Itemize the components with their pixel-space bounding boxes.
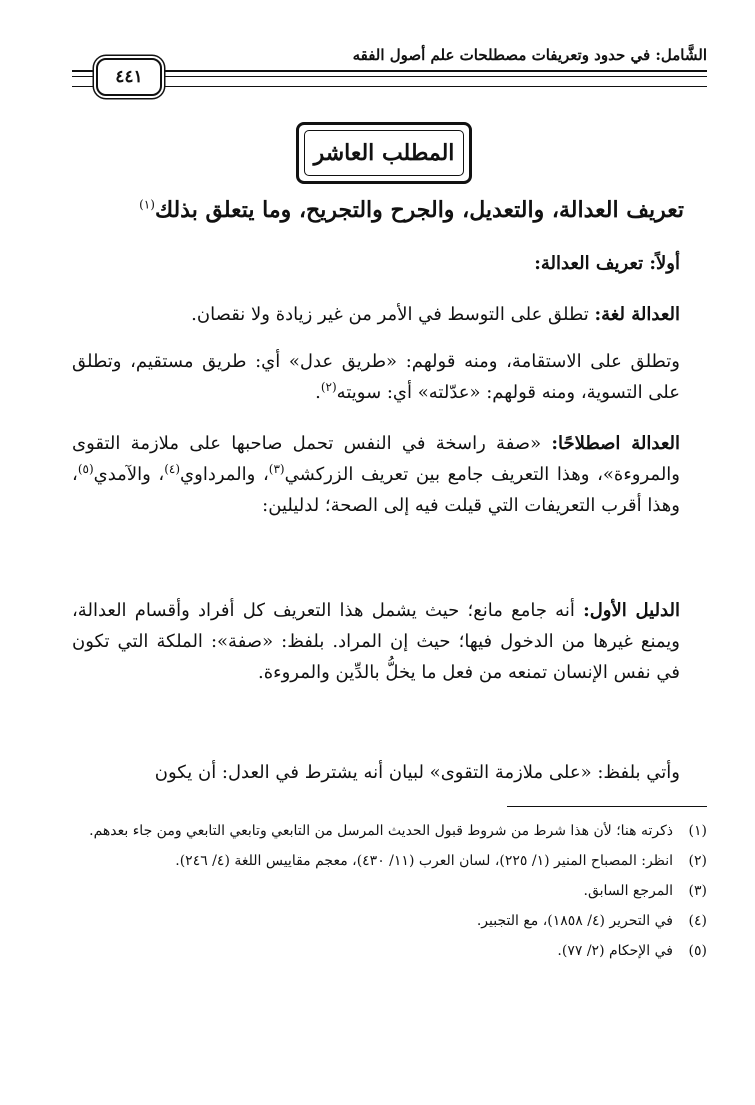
section-title-box [296, 122, 472, 184]
footnote-number: (٣) [688, 883, 707, 899]
footnote-separator [507, 806, 707, 807]
chapter-heading [64, 197, 684, 223]
paragraph [72, 757, 680, 788]
footnote-number: (٤) [688, 913, 707, 929]
term-label: العدالة لغة: [594, 304, 680, 325]
paragraph [72, 595, 680, 688]
footnote-text: في التحرير (٤/ ١٨٥٨)، مع التجبير. [476, 913, 673, 929]
footnote [72, 908, 707, 935]
footnote [72, 938, 707, 965]
footnote-number: (٢) [688, 853, 707, 869]
header-rule [72, 86, 707, 87]
term-label: الدليل الأول: [583, 600, 680, 621]
subheading-text: أولاً: تعريف العدالة: [534, 253, 680, 274]
paragraph-text: وتطلق على الاستقامة، ومنه قولهم: «طريق عدل» أي: طريق مستقيم، وتطلق على التسوية، ومنه قولهم: «عدّلته» أي: سويته [72, 351, 680, 403]
section-title: المطلب العاشر [313, 140, 455, 166]
footnotes [72, 818, 707, 968]
footnote-ref: (١) [139, 197, 155, 212]
footnote-ref: (٤) [164, 462, 181, 476]
footnote-ref: (٥) [77, 462, 94, 476]
running-title: الشَّامل: في حدود وتعريفات مصطلحات علم أصول الفقه [352, 46, 707, 64]
paragraph-text: تطلق على التوسط في الأمر من غير زيادة ولا نقصان. [191, 304, 595, 325]
paragraph [72, 346, 680, 408]
paragraph-text: «صفة راسخة في النفس تحمل صاحبها على ملازمة التقوى والمروءة»، وهذا التعريف جامع بين تعريف الزركشي [72, 433, 680, 485]
term-label: العدالة اصطلاحًا: [551, 433, 680, 454]
footnote [72, 848, 707, 875]
paragraph-text: ، وهذا أقرب التعريفات التي قيلت فيه إلى الصحة؛ لدليلين: [72, 464, 680, 516]
page-number: ٤٤١ [96, 58, 162, 96]
footnote-ref: (٢) [320, 380, 337, 394]
footnote [72, 818, 707, 845]
footnote-number: (٥) [688, 943, 707, 959]
header-rule [72, 76, 707, 77]
footnote-text: ذكرته هنا؛ لأن هذا شرط من شروط قبول الحديث المرسل من التابعي وتابعي التابعي ومن جاء بعدهم. [89, 823, 673, 839]
paragraph-text: ، والآمدي [93, 464, 165, 485]
chapter-heading-text: تعريف العدالة، والتعديل، والجرح والتجريح، وما يتعلق بذلك [154, 197, 684, 223]
paragraph-text: ، والمرداوي [180, 464, 269, 485]
paragraph-text: وأتي بلفظ: «على ملازمة التقوى» لبيان أنه يشترط في العدل: أن يكون [154, 762, 680, 783]
paragraph [72, 299, 680, 330]
footnote-number: (١) [688, 823, 707, 839]
footnote-text: في الإحكام (٢/ ٧٧). [557, 943, 673, 959]
header-rule [72, 70, 707, 72]
footnote-text: المرجع السابق. [583, 883, 673, 899]
paragraph-text: أنه جامع مانع؛ حيث يشمل هذا التعريف كل أفراد وأقسام العدالة، ويمنع غيرها من الدخول فيها؛ حيث إن المراد. بلفظ: «صفة»: الملكة التي تكون في نفس الإنسان تمنعه من فعل ما يخلُّ بالدِّين والمروءة. [72, 600, 680, 683]
subheading [72, 248, 680, 279]
footnote-text: انظر: المصباح المنير (١/ ٢٢٥)، لسان العرب (١١/ ٤٣٠)، معجم مقاييس اللغة (٤/ ٢٤٦). [175, 853, 673, 869]
footnote-ref: (٣) [268, 462, 285, 476]
paragraph-text: . [315, 382, 321, 403]
paragraph [72, 428, 680, 521]
footnote [72, 878, 707, 905]
